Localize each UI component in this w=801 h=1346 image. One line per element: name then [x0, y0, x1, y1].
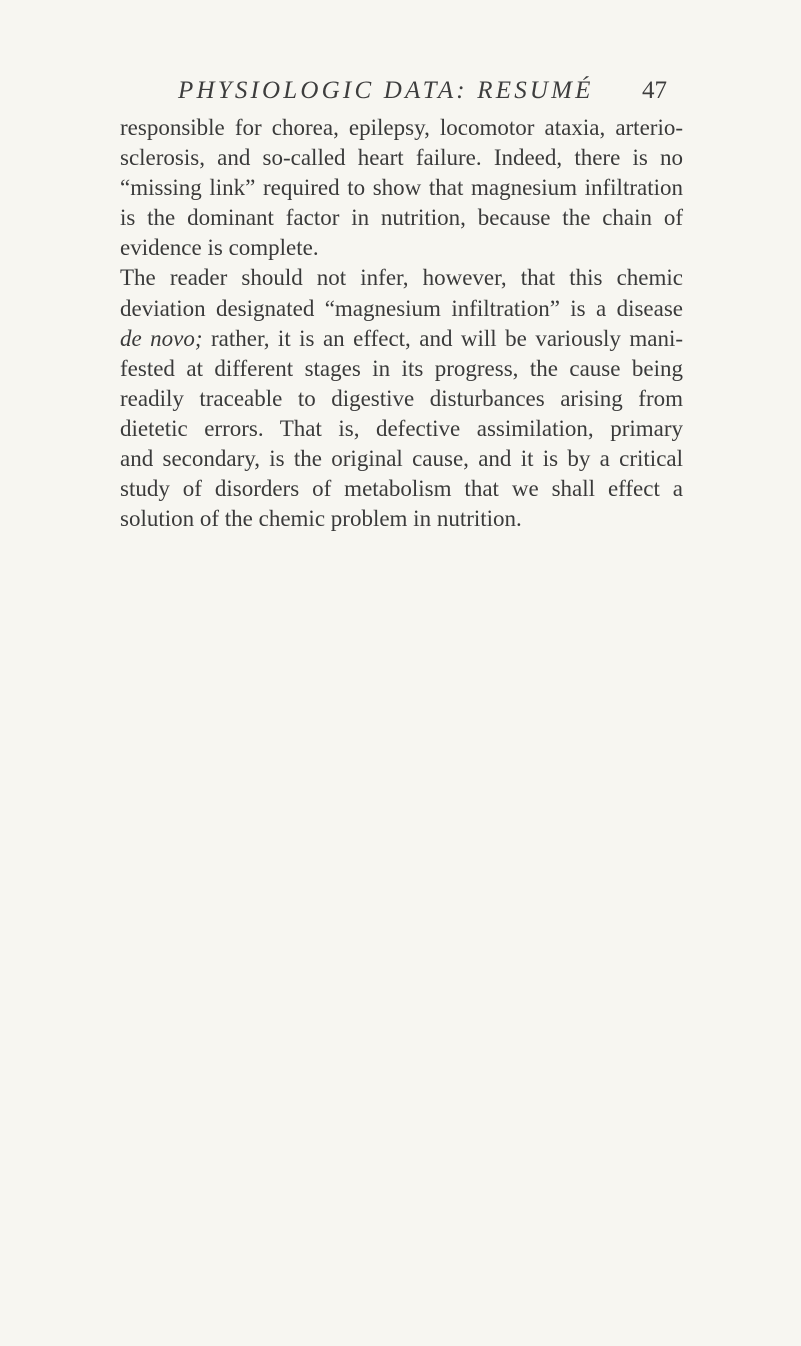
text-line: sclerosis, and so-called heart failure. Indeed, there is no	[120, 145, 683, 171]
text-line: responsible for chorea, epilepsy, locomotor ataxia, arterio-	[120, 115, 683, 140]
text-line: is the dominant factor in nutrition, because the chain of	[120, 205, 683, 231]
page-number: 47	[642, 77, 667, 104]
running-title: PHYSIOLOGIC DATA: RESUMÉ	[178, 77, 594, 104]
text-line: dietetic errors. That is, defective assimilation, primary	[120, 415, 683, 441]
text-line: deviation designated “magnesium infiltration” is a disease	[120, 295, 683, 321]
text-line-with-italic	[120, 324, 683, 354]
text-line: study of disorders of metabolism that we shall effect a	[120, 476, 683, 502]
italic-phrase: de novo;	[120, 325, 203, 351]
text-line: evidence is complete.	[120, 235, 319, 261]
text-line-rest: rather, it is an effect, and will be variously mani-	[211, 325, 684, 351]
text-line: “missing link” required to show that magnesium infiltration	[120, 175, 683, 201]
body-text	[120, 113, 683, 534]
text-line: and secondary, is the original cause, and it is by a critical	[120, 446, 683, 472]
text-line: readily traceable to digestive disturbances arising from	[120, 385, 683, 411]
text-line: The reader should not infer, however, that this chemic	[120, 265, 683, 291]
text-line: fested at different stages in its progress, the cause being	[120, 355, 683, 381]
running-head	[0, 77, 801, 117]
text-line: solution of the chemic problem in nutrition.	[120, 506, 522, 532]
